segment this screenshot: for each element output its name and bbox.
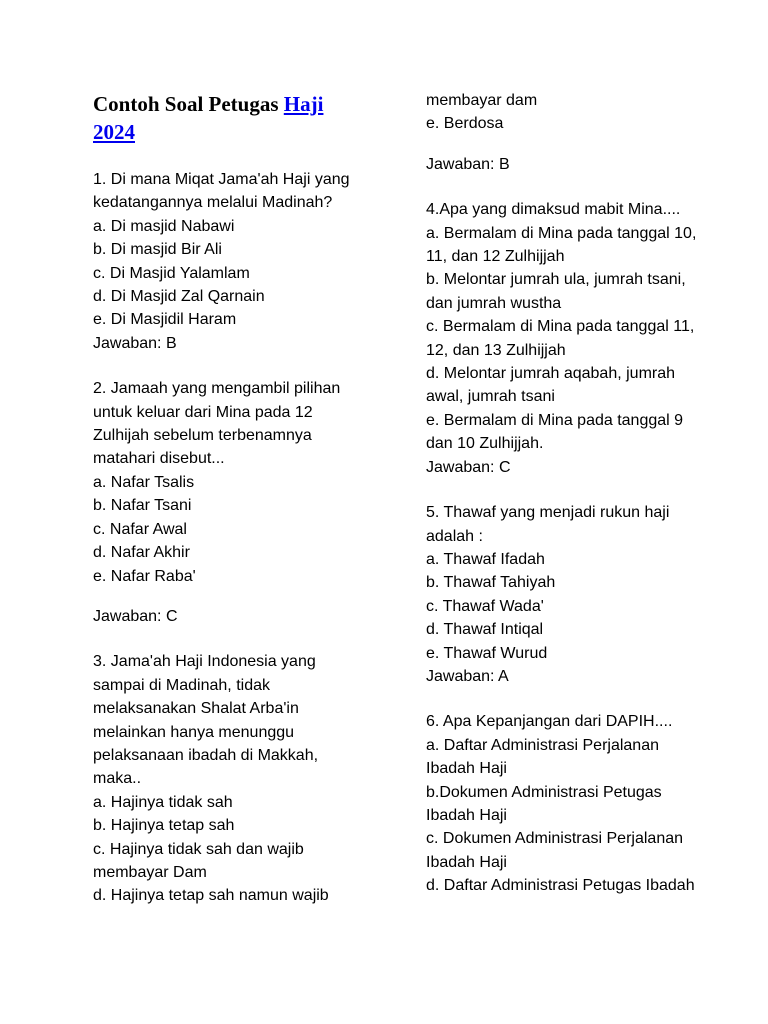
left-column (93, 90, 393, 908)
option-b: b. Di masjid Bir Ali (93, 241, 222, 259)
answer-text: Jawaban: B (93, 334, 177, 352)
question-1 (93, 168, 393, 355)
question-text: melaksanakan Shalat Arba'in (93, 700, 299, 718)
question-6 (426, 710, 736, 897)
option-e: e. Di Masjidil Haram (93, 311, 237, 329)
option-a: a. Daftar Administrasi Perjalanan (426, 736, 659, 754)
option-c: c. Nafar Awal (93, 520, 187, 538)
option-d: d. Melontar jumrah aqabah, jumrah (426, 365, 676, 383)
answer-text: Jawaban: A (426, 667, 509, 685)
option-e: e. Thawaf Wurud (426, 644, 548, 662)
question-text: maka.. (93, 770, 142, 788)
option-e: e. Nafar Raba' (93, 567, 196, 585)
option-b: b. Thawaf Tahiyah (426, 574, 556, 592)
option-a-cont: 11, dan 12 Zulhijjah (426, 248, 565, 266)
question-text: sampai di Madinah, tidak (93, 676, 270, 694)
question-text: 3. Jama'ah Haji Indonesia yang (93, 653, 316, 671)
option-b-cont: Ibadah Haji (426, 806, 507, 824)
option-b: b. Melontar jumrah ula, jumrah tsani, (426, 271, 686, 289)
question-text: adalah : (426, 527, 483, 545)
option-e: e. Berdosa (426, 115, 504, 133)
question-text: 1. Di mana Miqat Jama'ah Haji yang (93, 171, 350, 188)
question-3-continued (426, 89, 736, 176)
option-b: b. Nafar Tsani (93, 497, 192, 515)
option-d: d. Nafar Akhir (93, 544, 190, 562)
option-a: a. Thawaf Ifadah (426, 550, 545, 568)
question-text: 2. Jamaah yang mengambil pilihan (93, 380, 341, 398)
question-text: melainkan hanya menunggu (93, 723, 295, 741)
option-e: e. Bermalam di Mina pada tanggal 9 (426, 411, 684, 429)
option-b-cont: dan jumrah wustha (426, 294, 562, 312)
question-text: matahari disebut... (93, 450, 225, 468)
question-5 (426, 501, 736, 688)
answer-text: Jawaban: C (93, 607, 178, 625)
option-c-cont: Ibadah Haji (426, 853, 507, 871)
option-d-cont: membayar dam (426, 92, 538, 109)
option-d: d. Thawaf Intiqal (426, 621, 544, 639)
title-prefix: Contoh Soal Petugas (93, 92, 284, 116)
question-text: 5. Thawaf yang menjadi rukun haji (426, 504, 670, 522)
title-link-haji[interactable]: Haji 2024 (93, 92, 324, 144)
option-d: d. Di Masjid Zal Qarnain (93, 288, 265, 306)
question-text: 6. Apa Kepanjangan dari DAPIH.... (426, 713, 673, 731)
question-text: pelaksanaan ibadah di Makkah, (93, 746, 319, 764)
option-b: b. Hajinya tetap sah (93, 817, 235, 835)
question-text: untuk keluar dari Mina pada 12 (93, 403, 313, 421)
option-a: a. Nafar Tsalis (93, 473, 195, 491)
option-c: c. Thawaf Wada' (426, 597, 544, 615)
question-text: Zulhijah sebelum terbenamnya (93, 427, 312, 445)
option-d: d. Daftar Administrasi Petugas Ibadah (426, 877, 695, 895)
option-d-cont: awal, jumrah tsani (426, 388, 555, 406)
option-a: a. Di masjid Nabawi (93, 217, 235, 235)
option-e-cont: dan 10 Zulhijjah. (426, 435, 544, 453)
option-a-cont: Ibadah Haji (426, 760, 507, 778)
question-4 (426, 198, 736, 479)
question-2 (93, 377, 393, 628)
option-c: c. Hajinya tidak sah dan wajib (93, 840, 304, 858)
option-c-cont: membayar Dam (93, 863, 207, 881)
right-column (426, 89, 736, 898)
answer-text: Jawaban: B (426, 155, 510, 173)
option-c: c. Dokumen Administrasi Perjalanan (426, 830, 684, 848)
option-c: c. Di Masjid Yalamlam (93, 264, 250, 282)
option-a: a. Hajinya tidak sah (93, 793, 233, 811)
question-text: kedatangannya melalui Madinah? (93, 194, 333, 212)
answer-text: Jawaban: C (426, 458, 511, 476)
option-d: d. Hajinya tetap sah namun wajib (93, 887, 329, 905)
option-a: a. Bermalam di Mina pada tanggal 10, (426, 224, 697, 242)
option-c: c. Bermalam di Mina pada tanggal 11, (426, 318, 695, 336)
document-title (93, 90, 393, 146)
option-b: b.Dokumen Administrasi Petugas (426, 783, 662, 801)
question-3 (93, 650, 393, 907)
question-text: 4.Apa yang dimaksud mabit Mina.... (426, 201, 681, 219)
option-c-cont: 12, dan 13 Zulhijjah (426, 341, 566, 359)
